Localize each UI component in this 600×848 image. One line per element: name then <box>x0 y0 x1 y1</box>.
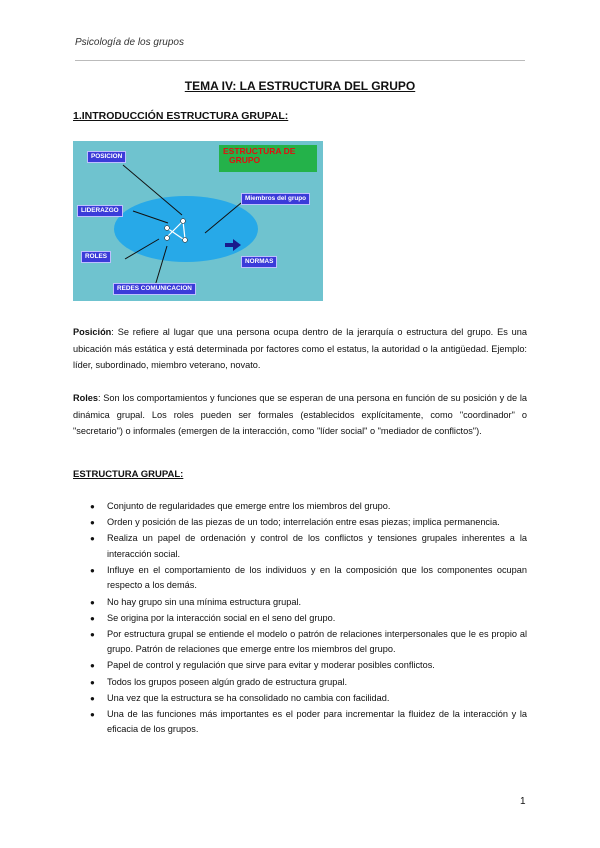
label-redes-comunicacion: REDES COMUNICACION <box>113 283 196 295</box>
list-item-text: Orden y posición de las piezas de un todo; interrelación entre esas piezas; implica permanencia. <box>107 517 500 528</box>
list-item <box>73 627 527 658</box>
list-item-text: Una de las funciones más importantes es el poder para incrementar la fluidez de la interacción y la eficacia de los grupos. <box>107 708 527 735</box>
list-item <box>73 563 527 594</box>
section-heading-estructura: ESTRUCTURA GRUPAL: <box>73 469 184 480</box>
list-item-text: Papel de control y regulación que sirve para evitar y moderar posibles conflictos. <box>107 660 435 671</box>
bullet-icon: ● <box>90 597 95 607</box>
diagram-title <box>219 145 317 172</box>
label-miembros-grupo: Miembros del grupo <box>241 193 310 205</box>
running-header: Psicología de los grupos <box>75 37 184 48</box>
diagram-title-line1: ESTRUCTURA DE <box>223 146 296 156</box>
label-normas: NORMAS <box>241 256 277 268</box>
member-dot <box>181 219 186 224</box>
list-item <box>73 515 527 531</box>
list-item <box>73 691 527 707</box>
list-item-text: Se origina por la interacción social en el seno del grupo. <box>107 612 336 623</box>
list-item-text: Una vez que la estructura se ha consolidado no cambia con facilidad. <box>107 692 390 703</box>
list-item <box>73 707 527 738</box>
bullet-icon: ● <box>90 629 95 639</box>
group-ellipse <box>114 196 258 262</box>
label-liderazgo: LIDERAZGO <box>77 205 123 217</box>
member-dot <box>165 226 170 231</box>
list-item <box>73 595 527 611</box>
bullet-icon: ● <box>90 709 95 719</box>
list-item-text: Influye en el comportamiento de los individuos y en la composición que los componentes ocupan respecto a los demás. <box>107 564 527 591</box>
header-divider <box>75 60 525 61</box>
bullet-list <box>73 499 527 738</box>
page-title: TEMA IV: LA ESTRUCTURA DEL GRUPO <box>184 79 416 93</box>
page-number: 1 <box>520 796 526 807</box>
roles-text: : Son los comportamientos y funciones que se esperan de una persona en función de su posición y de la dinámica grupal. Los roles pueden ser formales (establecidos explícitamente, como "coordinador" o "secretario") o informales (emergen de la interacción, como "líder social" o "mediador de conflictos"). <box>73 393 527 436</box>
list-item-text: Conjunto de regularidades que emerge entre los miembros del grupo. <box>107 501 391 511</box>
label-posicion: POSICION <box>87 151 126 163</box>
member-dot <box>183 238 188 243</box>
bullet-icon: ● <box>90 565 95 575</box>
list-item-text: Todos los grupos poseen algún grado de estructura grupal. <box>107 676 348 687</box>
bullet-icon: ● <box>90 613 95 623</box>
bullet-icon: ● <box>90 693 95 703</box>
structure-diagram <box>73 141 323 301</box>
posicion-text: : Se refiere al lugar que una persona ocupa dentro de la jerarquía o estructura del grupo. Es una ubicación más estática y está determinada por factores como el estatus, la autoridad o la antigüedad. Ejemplo: líder, subordinado, miembro veterano, novato. <box>73 327 527 370</box>
list-item-text: No hay grupo sin una mínima estructura grupal. <box>107 596 302 607</box>
list-item <box>73 531 527 562</box>
bullet-icon: ● <box>90 518 95 528</box>
list-item <box>73 658 527 674</box>
posicion-term: Posición <box>73 327 112 337</box>
list-item <box>73 499 527 515</box>
bullet-icon: ● <box>90 534 95 544</box>
member-dot <box>165 236 170 241</box>
section-heading-introduccion: 1.INTRODUCCIÓN ESTRUCTURA GRUPAL: <box>73 110 289 122</box>
diagram-title-line2: GRUPO <box>229 154 261 165</box>
bullet-icon: ● <box>90 677 95 687</box>
posicion-paragraph <box>73 324 527 374</box>
roles-paragraph <box>73 390 527 440</box>
list-item <box>73 611 527 627</box>
roles-term: Roles <box>73 393 99 403</box>
list-item-text: Realiza un papel de ordenación y control de los conflictos y tensiones grupales inherentes a la interacción social. <box>107 533 527 559</box>
bullet-icon: ● <box>90 661 95 671</box>
bullet-icon: ● <box>90 502 95 511</box>
list-item <box>73 675 527 691</box>
label-roles: ROLES <box>81 251 111 263</box>
list-item-text: Por estructura grupal se entiende el modelo o patrón de relaciones interpersonales que le es propio al grupo. Patrón de relaciones que emerge entre los miembros del grupo. <box>107 628 527 655</box>
